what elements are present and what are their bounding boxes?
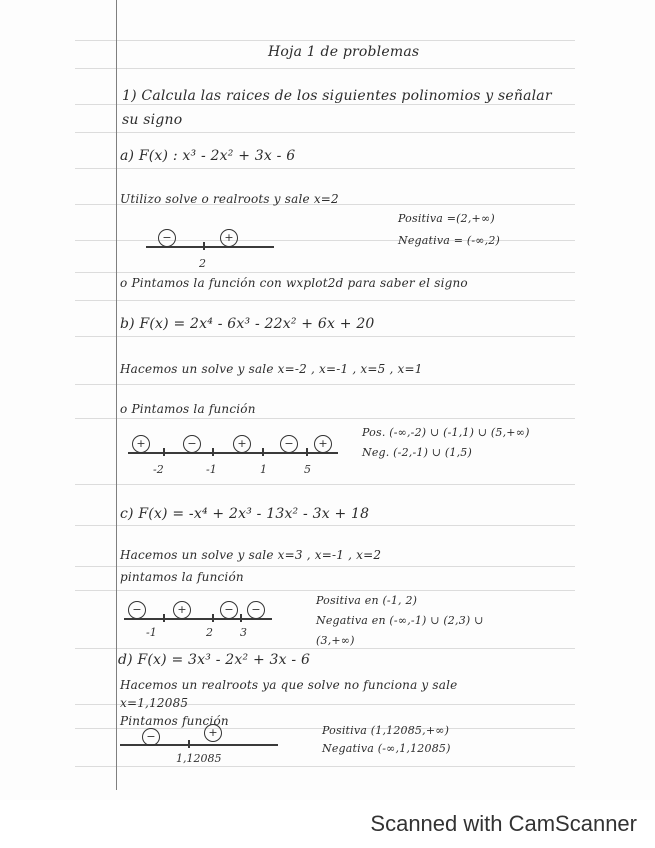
ruled-line bbox=[75, 272, 575, 273]
root-tick bbox=[262, 448, 264, 456]
ruled-line bbox=[75, 590, 575, 591]
sign-circle: − bbox=[158, 229, 176, 247]
ruled-line bbox=[75, 132, 575, 133]
plot-note: o Pintamos la función con wxplot2d para saber el signo bbox=[120, 276, 468, 290]
part-d-negative: Negativa (-∞,1,12085) bbox=[322, 742, 451, 755]
sign-circle: + bbox=[314, 435, 332, 453]
ruled-line bbox=[75, 648, 575, 649]
root-label: -1 bbox=[146, 626, 157, 639]
root-tick bbox=[163, 614, 165, 622]
sign-circle: + bbox=[233, 435, 251, 453]
root-tick bbox=[240, 614, 242, 622]
ruled-line bbox=[75, 525, 575, 526]
part-d-positive: Positiva (1,12085,+∞) bbox=[322, 724, 450, 737]
root-label: 1 bbox=[260, 463, 267, 476]
ruled-line bbox=[75, 766, 575, 767]
root-tick bbox=[306, 448, 308, 456]
part-b-paint: o Pintamos la función bbox=[120, 402, 256, 416]
sign-circle: + bbox=[220, 229, 238, 247]
root-label: 3 bbox=[240, 626, 247, 639]
sign-circle: + bbox=[173, 601, 191, 619]
part-c-paint: pintamos la función bbox=[120, 570, 244, 584]
sign-circle: + bbox=[132, 435, 150, 453]
part-d-paint: Pintamos función bbox=[120, 714, 229, 728]
ruled-line bbox=[75, 68, 575, 69]
part-a-negative: Negativa = (-∞,2) bbox=[398, 234, 501, 247]
part-a-positive: Positiva =(2,+∞) bbox=[398, 212, 495, 225]
part-c-negative: Negativa en (-∞,-1) ∪ (2,3) ∪ bbox=[316, 614, 484, 627]
page-title: Hoja 1 de problemas bbox=[268, 44, 420, 60]
sign-axis bbox=[124, 618, 272, 620]
part-d-method: Hacemos un realroots ya que solve no funciona y sale bbox=[120, 678, 458, 692]
ruled-line bbox=[75, 484, 575, 485]
ruled-line bbox=[75, 384, 575, 385]
problem-statement: 1) Calcula las raices de los siguientes polinomios y señalar bbox=[122, 88, 552, 104]
part-a-function: a) F(x) : x³ - 2x² + 3x - 6 bbox=[120, 148, 296, 164]
part-c-positive: Positiva en (-1, 2) bbox=[316, 594, 418, 607]
part-b-method: Hacemos un solve y sale x=-2 , x=-1 , x=5 , x=1 bbox=[120, 362, 423, 376]
ruled-line bbox=[75, 418, 575, 419]
root-label: 1,12085 bbox=[176, 752, 222, 765]
root-label: 2 bbox=[199, 257, 206, 270]
sign-circle: − bbox=[220, 601, 238, 619]
sign-circle: − bbox=[280, 435, 298, 453]
part-c-negative-cont: (3,+∞) bbox=[316, 634, 355, 647]
root-tick bbox=[188, 740, 190, 748]
ruled-line bbox=[75, 104, 575, 105]
root-tick bbox=[212, 448, 214, 456]
root-tick bbox=[212, 614, 214, 622]
root-label: -2 bbox=[153, 463, 164, 476]
ruled-line bbox=[75, 168, 575, 169]
part-b-negative: Neg. (-2,-1) ∪ (1,5) bbox=[362, 446, 472, 459]
root-tick bbox=[163, 448, 165, 456]
sign-circle: + bbox=[204, 724, 222, 742]
root-label: 2 bbox=[206, 626, 213, 639]
sign-circle: − bbox=[128, 601, 146, 619]
ruled-line bbox=[75, 336, 575, 337]
sign-circle: − bbox=[142, 728, 160, 746]
ruled-line bbox=[75, 300, 575, 301]
part-a-method: Utilizo solve o realroots y sale x=2 bbox=[120, 192, 339, 206]
problem-statement-cont: su signo bbox=[122, 112, 183, 128]
part-c-method: Hacemos un solve y sale x=3 , x=-1 , x=2 bbox=[120, 548, 382, 562]
scanner-watermark: Scanned with CamScanner bbox=[370, 811, 637, 836]
part-b-positive: Pos. (-∞,-2) ∪ (-1,1) ∪ (5,+∞) bbox=[362, 426, 530, 439]
sign-axis bbox=[120, 744, 278, 746]
sign-circle: − bbox=[183, 435, 201, 453]
root-label: -1 bbox=[206, 463, 217, 476]
root-tick bbox=[203, 242, 205, 250]
margin-line bbox=[116, 0, 117, 790]
part-c-function: c) F(x) = -x⁴ + 2x³ - 13x² - 3x + 18 bbox=[120, 506, 370, 522]
ruled-line bbox=[75, 566, 575, 567]
sign-circle: − bbox=[247, 601, 265, 619]
part-b-function: b) F(x) = 2x⁴ - 6x³ - 22x² + 6x + 20 bbox=[120, 316, 375, 332]
ruled-line bbox=[75, 40, 575, 41]
part-d-function: d) F(x) = 3x³ - 2x² + 3x - 6 bbox=[118, 652, 311, 668]
part-d-result: x=1,12085 bbox=[120, 696, 189, 710]
root-label: 5 bbox=[304, 463, 311, 476]
